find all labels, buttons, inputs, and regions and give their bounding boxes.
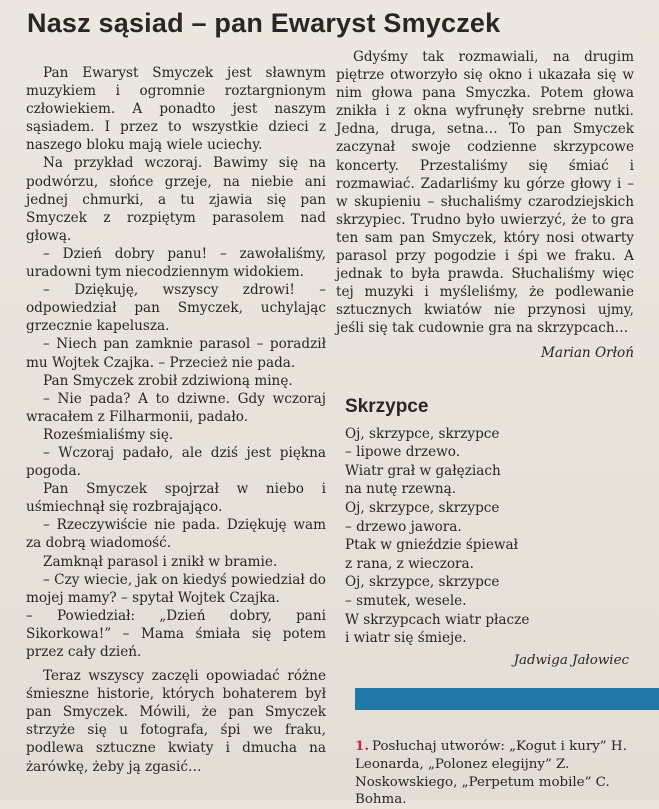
exercise-header-bar [355,688,659,710]
story-paragraph: – Niech pan zamknie parasol – poradził mu Wojtek Czajka. – Przecież nie pada. [26,336,326,371]
story-left-column [26,64,326,776]
poem-line: Oj, skrzypce, skrzypce [345,499,500,516]
poem-line: i wiatr się śmieje. [345,630,467,647]
poem-line: Wiatr grał w gałęziach [345,462,501,479]
poem-line: Oj, skrzypce, skrzypce [345,574,500,591]
story-paragraph: – Dzień dobry panu! – zawołaliśmy, uradowni tym niecodziennym widokiem. [26,245,326,281]
exercise [355,738,655,809]
poem-line: – lipowe drzewo. [345,444,461,461]
poem-line: Oj, skrzypce, skrzypce [345,425,500,442]
poem-line: z rana, z wieczora. [345,555,474,572]
poem-line: – smutek, wesele. [345,592,467,609]
story-paragraph: Pan Smyczek spojrzał w niebo i uśmiechnął się rozbrajająco. [26,481,326,516]
page-title: Nasz sąsiad – pan Ewaryst Smyczek [27,8,501,38]
poem-line: na nutę rzewną. [345,481,457,498]
story-paragraph: – Dziękuję, wszyscy zdrowi! – odpowiedział pan Smyczek, uchylając grzecznie kapelusza. [26,282,326,335]
story-paragraph: Roześmialiśmy się. [43,426,174,443]
poem-line: W skrzypcach wiatr płacze [345,611,530,628]
story-author: Marian Orłoń [540,344,634,361]
story-paragraph: – Nie pada? A to dziwne. Gdy wczoraj wracałem z Filharmonii, padało. [26,390,326,425]
story-paragraph: – Rzeczywiście nie pada. Dziękuję wam za dobrą wiadomość. [26,517,326,552]
poem-line: Ptak w gnieździe śpiewał [345,537,519,554]
story-paragraph: Pan Smyczek zrobił zdziwioną minę. [43,372,293,389]
poem-title: Skrzypce [345,396,429,417]
story-paragraph: Teraz wszyscy zaczęli opowiadać różne śmieszne historie, których bohaterem był pan Smyczek. Mówili, że pan Smyczek strzyże się u fotografa, śpi we fraku, podlewa sztuczne kwiaty i dmucha na żarówkę, żeby ją zgasić… [26,668,326,775]
story-paragraph: – Czy wiecie, jak on kiedyś powiedział do mojej mamy? – spytał Wojtek Czajka. [26,571,326,606]
story-paragraph: – Powiedział: „Dzień dobry, pani Sikorkowa!” – Mama śmiała się potem przez cały dzień. [26,607,326,660]
story-right-column [336,48,634,362]
poem-author: Jadwiga Jałowiec [513,652,629,668]
exercise-number: 1. [355,738,369,754]
story-paragraph: Zamknął parasol i znikł w bramie. [43,553,278,570]
exercise-text: Posłuchaj utworów: „Kogut i kury” H. Leonarda, „Polonez elegijny” Z. Noskowskiego, „Perpetum mobile” C. Bohma. [355,739,627,808]
poem-line: – drzewo jawora. [345,518,462,535]
story-paragraph: Na przykład wczoraj. Bawimy się na podwórzu, słońce grzeje, na niebie ani jednej chmurki, a tu zjawia się pan Smyczek z rozpiętym parasolem nad głową. [26,155,326,244]
story-paragraph: – Wczoraj padało, ale dziś jest piękna pogoda. [26,444,326,480]
story-paragraph: Gdyśmy tak rozmawiali, na drugim piętrze otworzyło się okno i ukazała się w nim głowa pana Smyczka. Potem głowa znikła i z okna wyfrunęły srebrne nutki. Jedna, druga, setna… To pan Smyczek zaczynał swoje codzienne skrzypcowe koncerty. Przestaliśmy się śmiać i rozmawiać. Zadarliśmy ku górze głowy i – w skupieniu – słuchaliśmy czarodziejskich skrzypiec. Trudno było uwierzyć, że to gra ten sam pan Smyczek, który nosi otwarty parasol przy pogodzie i śpi we fraku. A jednak to była prawda. Słuchaliśmy więc tej muzyki i myśleliśmy, że podlewanie sztucznych kwiatów nie przynosi ujmy, jeśli się tak cudownie gra na skrzypcach… [336,49,634,337]
poem [345,398,629,670]
story-paragraph: Pan Ewaryst Smyczek jest sławnym muzykiem i ogromnie roztargnionym człowiekiem. A ponadto jest naszym sąsiadem. I przez to wszystkie dzieci z naszego bloku mają wiele uciechy. [26,65,326,154]
